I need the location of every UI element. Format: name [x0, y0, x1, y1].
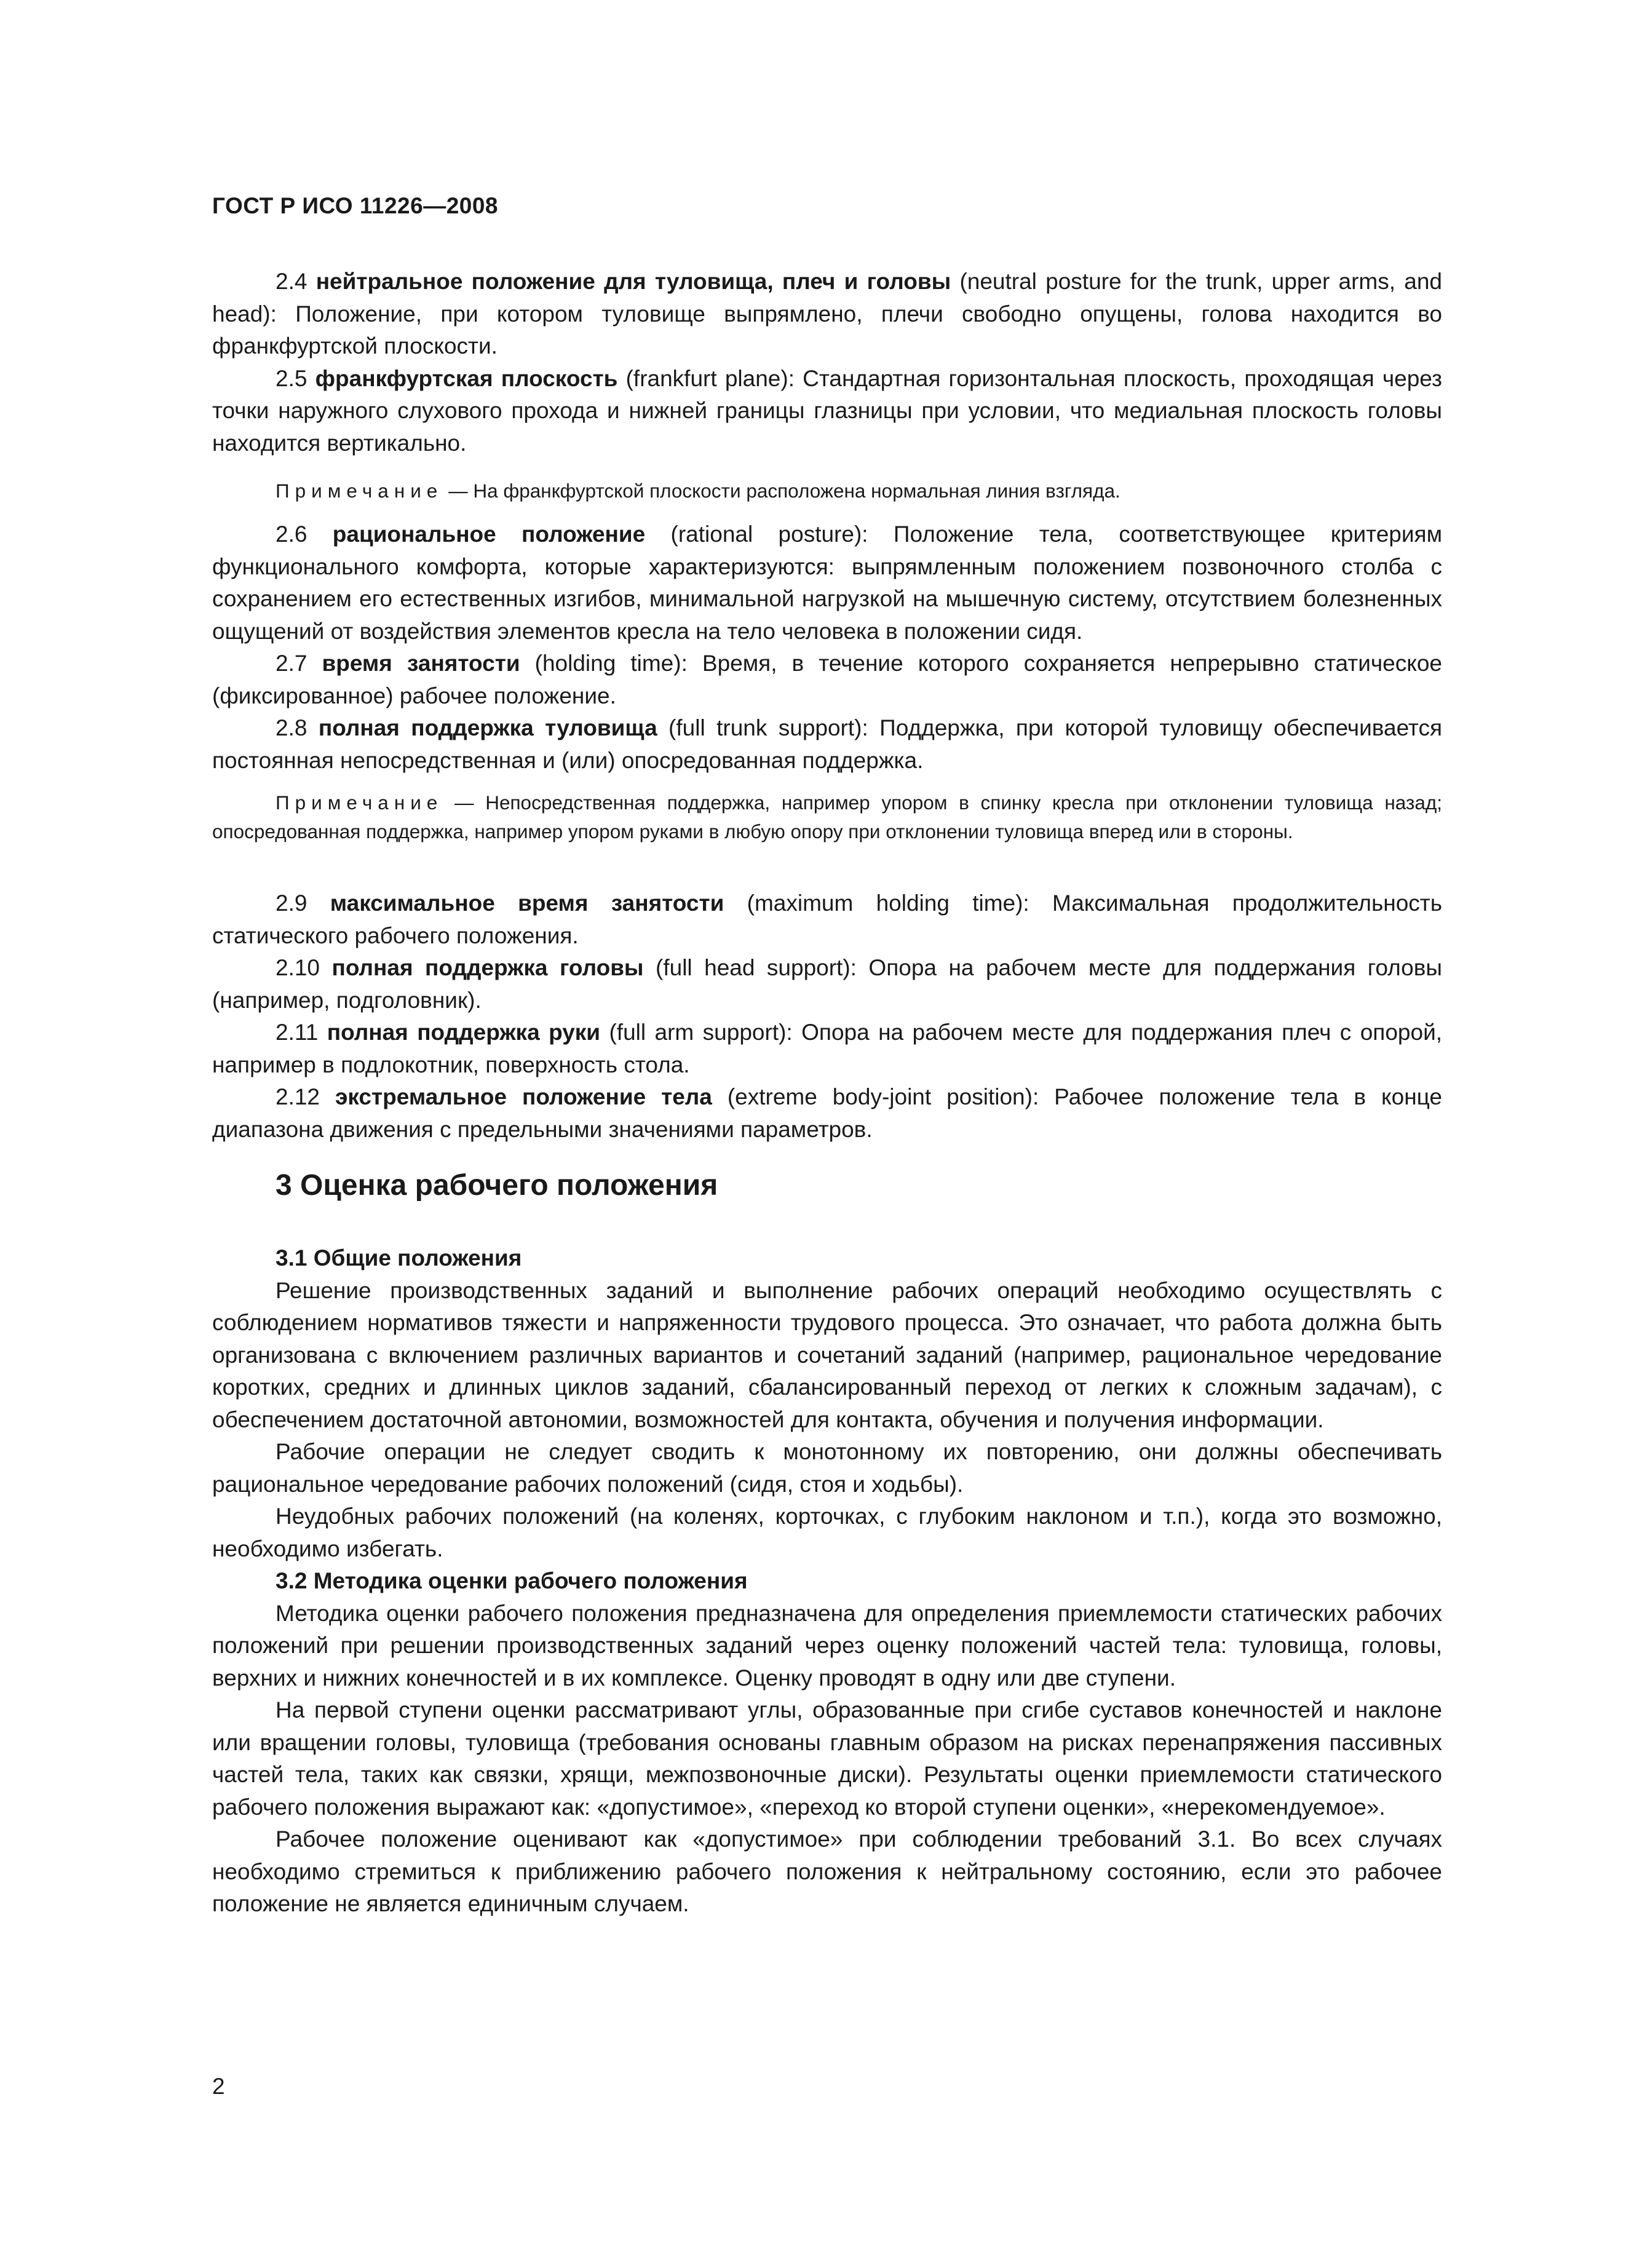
- term: нейтральное положение для туловища, плеч и головы: [315, 269, 951, 294]
- subsection-3-2-heading: 3.2 Методика оценки рабочего положения: [276, 1568, 748, 1593]
- document-header: ГОСТ Р ИСО 11226—2008: [212, 193, 499, 218]
- term: полная поддержка головы: [331, 955, 644, 980]
- definition-2-9: 2.9 максимальное время занятости (maximum holding time): Максимальная продолжительность статического рабочего положения.: [212, 890, 1443, 948]
- definition-2-4: 2.4 нейтральное положение для туловища, плеч и головы (neutral posture for the trunk, upper arms, and head): Положение, при котором туловище выпрямлено, плечи свободно опущены, голова находится во франкфуртской плоскости.: [212, 269, 1443, 359]
- definition-2-11: 2.11 полная поддержка руки (full arm support): Опора на рабочем месте для поддержания плеч с опорой, например в подлокотник, поверхность стола.: [212, 1020, 1443, 1077]
- paragraph: Неудобных рабочих положений (на коленях, корточках, с глубоким наклоном и т.п.), когда это возможно, необходимо избегать.: [212, 1504, 1442, 1561]
- definition-2-5: 2.5 франкфуртская плоскость (frankfurt plane): Стандартная горизонтальная плоскость, проходящая через точки наружного слухового прохода и нижней границы глазницы при условии, что медиальная плоскость головы находится вертикально.: [212, 365, 1443, 456]
- paragraph: Рабочие операции не следует сводить к монотонному их повторению, они должны обеспечивать рациональное чередование рабочих положений (сидя, стоя и ходьбы).: [212, 1439, 1442, 1497]
- definitions-block-3: [212, 887, 1442, 1146]
- note-label: Примечание: [276, 480, 443, 502]
- paragraph: Рабочее положение оценивают как «допустимое» при соблюдении требований 3.1. Во всех случаях необходимо стремиться к приближению рабочего положения к нейтральному состоянию, если это рабочее положение не является единичным случаем.: [212, 1826, 1442, 1916]
- term: экстремальное положение тела: [335, 1084, 712, 1109]
- note-label: Примечание: [276, 791, 443, 814]
- term: время занятости: [322, 651, 520, 676]
- section-3-heading: 3 Оценка рабочего положения: [276, 1169, 718, 1202]
- term: франкфуртская плоскость: [315, 365, 618, 391]
- definition-2-6: 2.6 рациональное положение (rational posture): Положение тела, соответствующее критериям функционального комфорта, которые характеризуются: выпрямленным положением позвоночного столба с сохранением его естественных изгибов, минимальной нагрузкой на мышечную систему, отсутствием болезненных ощущений от воздействия элементов кресла на тело человека в положении сидя.: [212, 521, 1443, 644]
- note-2: Примечание — Непосредственная поддержка, например упором в спинку кресла при отклонении туловища назад; опосредованная поддержка, например упором руками в любую опору при отклонении туловища вперед или в стороны.: [212, 791, 1442, 843]
- note-1: Примечание — На франкфуртской плоскости расположена нормальная линия взгляда.: [276, 480, 1120, 502]
- subsection-3-1-heading: 3.1 Общие положения: [276, 1245, 522, 1271]
- term: максимальное время занятости: [330, 890, 724, 916]
- definition-2-8: 2.8 полная поддержка туловища (full trunk support): Поддержка, при которой туловищу обеспечивается постоянная непосредственная и (или) опосредованная поддержка.: [212, 715, 1442, 773]
- section-3-body: [212, 1242, 1442, 1921]
- term: полная поддержка руки: [327, 1020, 601, 1045]
- term: полная поддержка туловища: [318, 715, 657, 740]
- definition-2-10: 2.10 полная поддержка головы (full head support): Опора на рабочем месте для поддержания головы (например, подголовник).: [212, 955, 1443, 1013]
- definitions-block-2: [212, 518, 1442, 777]
- term: рациональное положение: [332, 521, 646, 547]
- paragraph: Методика оценки рабочего положения предназначена для определения приемлемости статических рабочих положений при решении производственных заданий через оценку положений частей тела: туловища, головы, верхних и нижних конечностей и в их комплексе. Оценку проводят в одну или две ступени.: [212, 1600, 1442, 1691]
- definition-2-7: 2.7 время занятости (holding time): Время, в течение которого сохраняется непрерывно статическое (фиксированное) рабочее положение.: [212, 651, 1442, 708]
- definitions-block-1: [212, 266, 1442, 459]
- page-number: 2: [212, 2074, 225, 2099]
- definition-2-12: 2.12 экстремальное положение тела (extreme body-joint position): Рабочее положение тела в конце диапазона движения с предельными значениями параметров.: [212, 1084, 1442, 1142]
- paragraph: На первой ступени оценки рассматривают углы, образованные при сгибе суставов конечностей и наклоне или вращении головы, туловища (требования основаны главным образом на рисках перенапряжения пассивных частей тела, таких как связки, хрящи, межпозвоночные диски). Результаты оценки приемлемости статического рабочего положения выражают как: «допустимое», «переход ко второй ступени оценки», «нерекомендуемое».: [212, 1697, 1442, 1820]
- paragraph: Решение производственных заданий и выполнение рабочих операций необходимо осуществлять с соблюдением нормативов тяжести и напряженности трудового процесса. Это означает, что работа должна быть организована с включением различных вариантов и сочетаний заданий (например, рациональное чередование коротких, средних и длинных циклов заданий, сбалансированный переход от легких к сложным задачам), с обеспечением достаточной автономии, возможностей для контакта, обучения и получения информации.: [212, 1277, 1442, 1432]
